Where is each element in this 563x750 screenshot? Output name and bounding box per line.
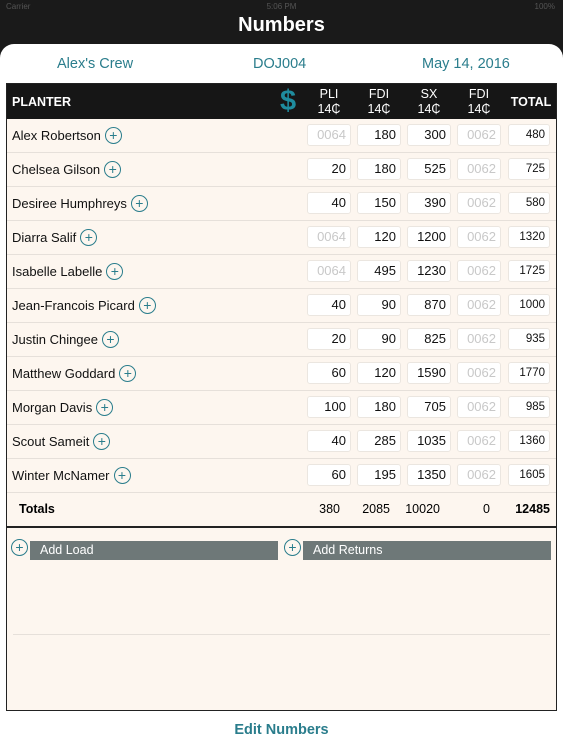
column-rate: 14₵: [467, 102, 491, 116]
add-load-button[interactable]: Add Load: [30, 541, 278, 560]
grand-total: 12485: [515, 502, 550, 516]
column-rate: 14₵: [317, 102, 341, 116]
planter-name-text: Jean-Francois Picard: [12, 298, 135, 313]
row-total-field[interactable]: 985: [508, 396, 550, 418]
page-title: Numbers: [238, 14, 325, 36]
dollar-icon[interactable]: $: [280, 85, 297, 117]
totals-row: [7, 493, 556, 527]
value-field-pli[interactable]: 0064: [307, 226, 351, 248]
planter-table: [6, 83, 557, 711]
value-field-fdi[interactable]: 285: [357, 430, 401, 452]
value-field-sx[interactable]: 1035: [407, 430, 451, 452]
value-field-sx[interactable]: 300: [407, 124, 451, 146]
add-plus-icon[interactable]: +: [131, 195, 148, 212]
value-field-fdi[interactable]: 495: [357, 260, 401, 282]
planter-name[interactable]: [12, 128, 122, 145]
planter-name-text: Diarra Salif: [12, 230, 77, 245]
row-total-field[interactable]: 725: [508, 158, 550, 180]
row-total-field[interactable]: 480: [508, 124, 550, 146]
value-field-fdi[interactable]: 150: [357, 192, 401, 214]
crew-name[interactable]: Alex's Crew: [57, 56, 134, 72]
value-field-fdi-2[interactable]: 0062: [457, 396, 501, 418]
value-field-fdi-2[interactable]: 0062: [457, 260, 501, 282]
value-field-sx[interactable]: 1350: [407, 464, 451, 486]
column-header-fdi-2: [457, 87, 501, 117]
row-total-field[interactable]: 1360: [508, 430, 550, 452]
value-field-fdi-2[interactable]: 0062: [457, 464, 501, 486]
value-field-fdi[interactable]: 180: [357, 124, 401, 146]
planter-name[interactable]: [12, 366, 136, 383]
add-returns-button[interactable]: Add Returns: [303, 541, 551, 560]
total-fdi: 2085: [362, 502, 390, 516]
add-plus-icon[interactable]: +: [104, 161, 121, 178]
value-field-sx[interactable]: 1230: [407, 260, 451, 282]
value-field-fdi[interactable]: 90: [357, 294, 401, 316]
planter-name-text: Chelsea Gilson: [12, 162, 101, 177]
table-row: [7, 323, 556, 357]
row-total-field[interactable]: 580: [508, 192, 550, 214]
planter-name[interactable]: [12, 162, 121, 179]
row-total-field[interactable]: 1725: [508, 260, 550, 282]
status-time: 5:06 PM: [266, 2, 297, 11]
planter-name-text: Desiree Humphreys: [12, 196, 127, 211]
battery-label: 100%: [534, 2, 555, 11]
value-field-sx[interactable]: 870: [407, 294, 451, 316]
value-field-fdi[interactable]: 120: [357, 362, 401, 384]
add-plus-icon[interactable]: +: [114, 467, 131, 484]
value-field-fdi-2[interactable]: 0062: [457, 158, 501, 180]
value-field-sx[interactable]: 825: [407, 328, 451, 350]
table-row: [7, 187, 556, 221]
table-header: [7, 84, 556, 119]
planter-name-text: Justin Chingee: [12, 332, 98, 347]
table-row: [7, 153, 556, 187]
table-row: [7, 357, 556, 391]
planter-name-text: Morgan Davis: [12, 400, 93, 415]
value-field-fdi-2[interactable]: 0062: [457, 328, 501, 350]
value-field-fdi-2[interactable]: 0062: [457, 430, 501, 452]
planter-name-text: Matthew Goddard: [12, 366, 116, 381]
value-field-pli[interactable]: 40: [307, 294, 351, 316]
column-name: FDI: [468, 87, 490, 101]
column-name: SX: [420, 87, 438, 101]
planter-name[interactable]: [12, 468, 131, 485]
value-field-pli[interactable]: 40: [307, 430, 351, 452]
planter-name[interactable]: [12, 434, 110, 451]
planter-name[interactable]: [12, 400, 113, 417]
value-field-fdi-2[interactable]: 0062: [457, 192, 501, 214]
value-field-fdi-2[interactable]: 0062: [457, 226, 501, 248]
add-plus-icon[interactable]: +: [119, 365, 136, 382]
value-field-fdi[interactable]: 180: [357, 396, 401, 418]
value-field-fdi-2[interactable]: 0062: [457, 124, 501, 146]
divider: [13, 634, 550, 635]
total-pli: 380: [319, 502, 340, 516]
row-total-field[interactable]: 935: [508, 328, 550, 350]
info-bar: [0, 54, 563, 76]
add-plus-icon[interactable]: +: [96, 399, 113, 416]
column-name: PLI: [319, 87, 339, 101]
value-field-sx[interactable]: 705: [407, 396, 451, 418]
column-header-fdi: [357, 87, 401, 117]
row-total-field[interactable]: 1320: [508, 226, 550, 248]
carrier-label: Carrier: [6, 2, 31, 11]
value-field-sx[interactable]: 525: [407, 158, 451, 180]
row-total-field[interactable]: 1770: [508, 362, 550, 384]
value-field-sx[interactable]: 1200: [407, 226, 451, 248]
add-plus-icon[interactable]: +: [80, 229, 97, 246]
total-sx: 10020: [405, 502, 440, 516]
table-row: [7, 425, 556, 459]
value-field-sx[interactable]: 390: [407, 192, 451, 214]
table-row: [7, 289, 556, 323]
value-field-pli[interactable]: 60: [307, 362, 351, 384]
numbers-sheet: [0, 44, 563, 750]
add-plus-icon[interactable]: +: [105, 127, 122, 144]
planter-name[interactable]: [12, 196, 148, 213]
value-field-fdi-2[interactable]: 0062: [457, 294, 501, 316]
planter-name-text: Isabelle Labelle: [12, 264, 103, 279]
row-total-field[interactable]: 1605: [508, 464, 550, 486]
add-load-plus-icon[interactable]: +: [11, 539, 28, 556]
value-field-pli[interactable]: 0064: [307, 124, 351, 146]
load-returns-row: [7, 539, 556, 561]
table-row: [7, 119, 556, 153]
column-rate: 14₵: [417, 102, 441, 116]
value-field-pli[interactable]: 0064: [307, 260, 351, 282]
column-rate: 14₵: [367, 102, 391, 116]
value-field-pli[interactable]: 20: [307, 328, 351, 350]
totals-label: Totals: [19, 502, 55, 516]
add-plus-icon[interactable]: +: [93, 433, 110, 450]
value-field-pli[interactable]: 100: [307, 396, 351, 418]
planter-name[interactable]: [12, 230, 97, 247]
add-plus-icon[interactable]: +: [102, 331, 119, 348]
total-fdi-2: 0: [483, 502, 490, 516]
planter-name-text: Scout Sameit: [12, 434, 90, 449]
planter-name-text: Winter McNamer: [12, 468, 110, 483]
table-row: [7, 221, 556, 255]
value-field-fdi-2[interactable]: 0062: [457, 362, 501, 384]
total-column-header: TOTAL: [510, 95, 552, 109]
status-bar: [0, 0, 563, 14]
divider: [7, 526, 556, 528]
table-row: [7, 391, 556, 425]
table-row: [7, 459, 556, 493]
planter-name[interactable]: [12, 332, 119, 349]
edit-numbers-button[interactable]: Edit Numbers: [234, 722, 329, 738]
value-field-fdi[interactable]: 120: [357, 226, 401, 248]
add-plus-icon[interactable]: +: [139, 297, 156, 314]
planter-name[interactable]: [12, 298, 156, 315]
column-header-sx: [407, 87, 451, 117]
value-field-pli[interactable]: 60: [307, 464, 351, 486]
row-total-field[interactable]: 1000: [508, 294, 550, 316]
date-label[interactable]: May 14, 2016: [422, 56, 510, 72]
planter-column-header: PLANTER: [12, 95, 72, 109]
block-code[interactable]: DOJ004: [253, 56, 307, 72]
planter-name-text: Alex Robertson: [12, 128, 101, 143]
column-name: FDI: [368, 87, 390, 101]
value-field-sx[interactable]: 1590: [407, 362, 451, 384]
value-field-pli[interactable]: 40: [307, 192, 351, 214]
planter-name[interactable]: [12, 264, 123, 281]
value-field-fdi[interactable]: 90: [357, 328, 401, 350]
value-field-pli[interactable]: 20: [307, 158, 351, 180]
add-returns-plus-icon[interactable]: +: [284, 539, 301, 556]
column-header-pli: [307, 87, 351, 117]
value-field-fdi[interactable]: 180: [357, 158, 401, 180]
add-plus-icon[interactable]: +: [106, 263, 123, 280]
table-row: [7, 255, 556, 289]
value-field-fdi[interactable]: 195: [357, 464, 401, 486]
